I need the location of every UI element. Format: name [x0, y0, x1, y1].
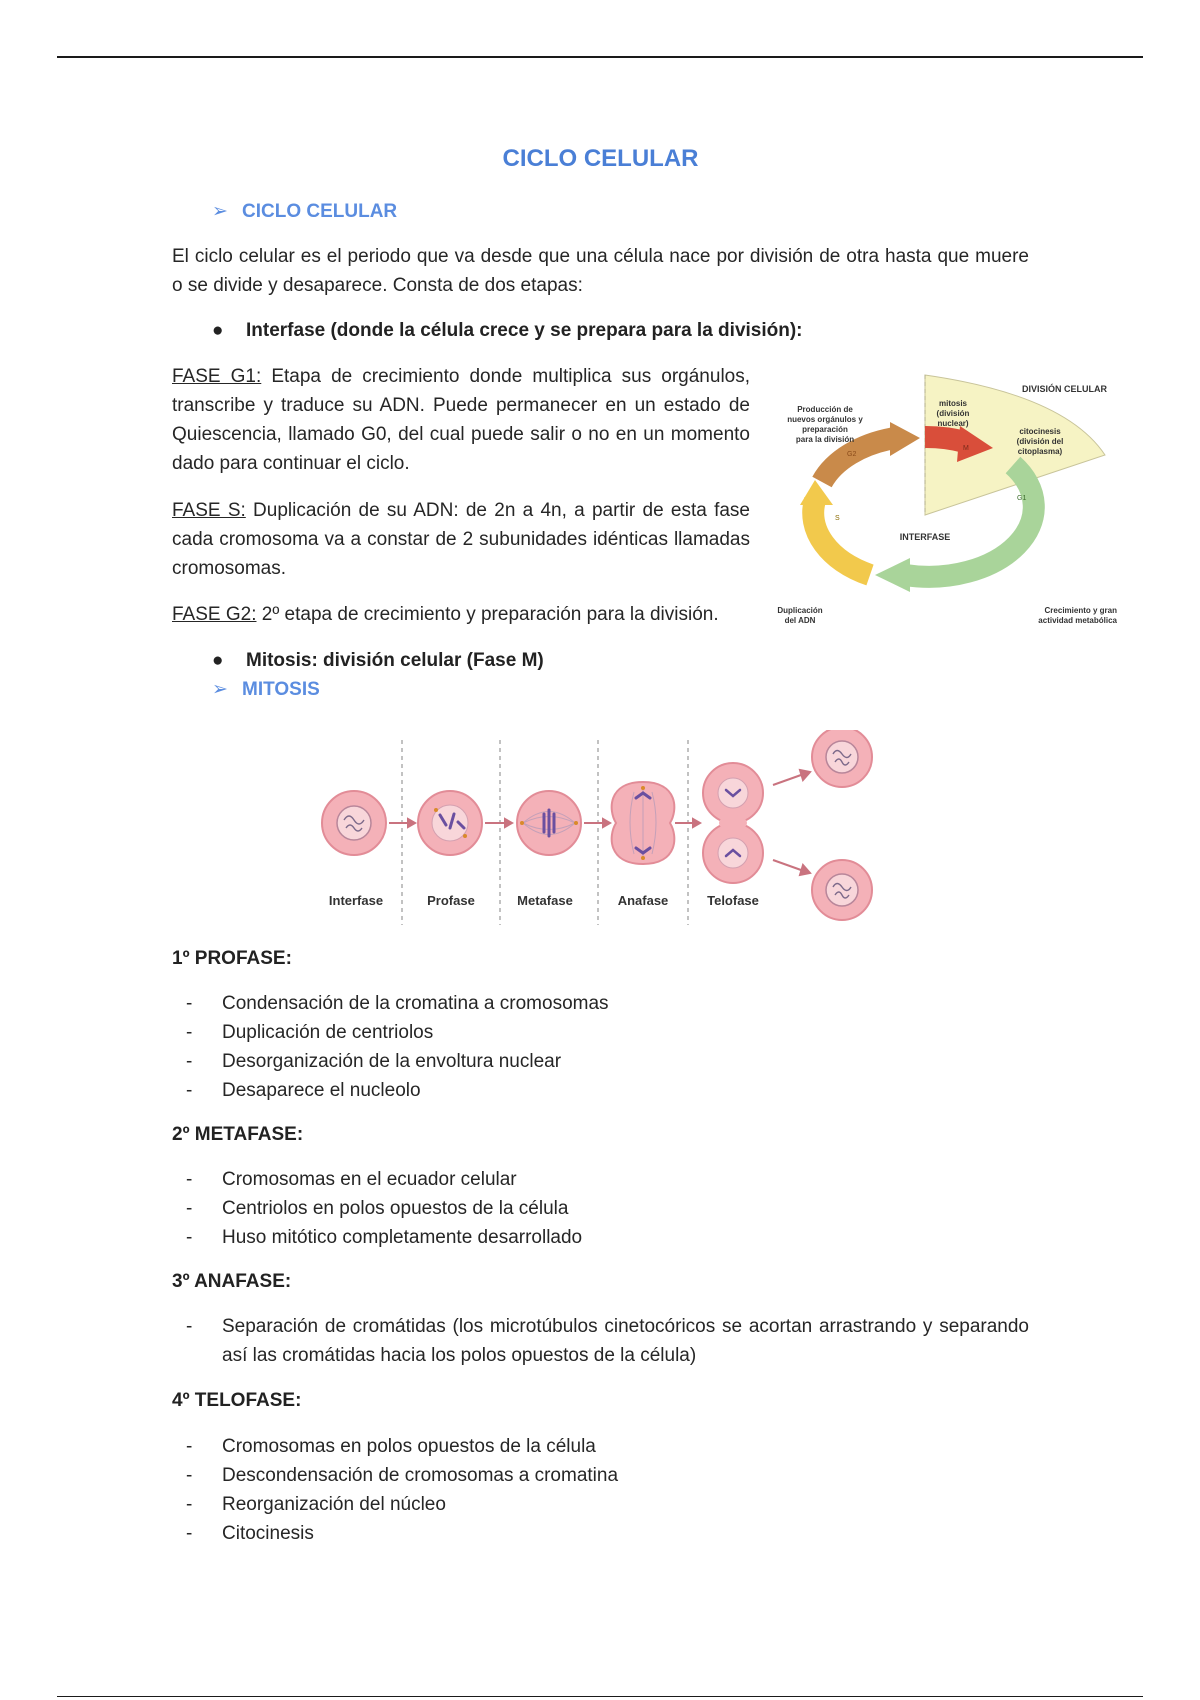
s-tag: S: [835, 515, 840, 522]
stage-label-metafase: Metafase: [517, 893, 573, 908]
bullet-dot-icon: ●: [212, 650, 224, 671]
list-item: - Cromosomas en el ecuador celular: [186, 1169, 517, 1190]
stage-label-interfase: Interfase: [328, 893, 384, 908]
citocinesis-label-1: (división del: [1016, 437, 1064, 446]
produccion-label-0: Producción de: [797, 405, 853, 414]
section-heading-ciclo: ➢ CICLO CELULAR: [212, 197, 397, 226]
g1-paragraph: FASE G1: Etapa de crecimiento donde multiplica sus orgánulos, transcribe y traduce su ADN. Puede permanecer en un estado de Quiescencia, llamado G0, del cual puede salir o no en un momento dado para continuar el ciclo.: [172, 366, 751, 474]
page-title: CICLO CELULAR: [502, 145, 699, 172]
anafase-cell: [612, 782, 675, 864]
arrow-icon: [505, 819, 512, 827]
list-item: - Huso mitótico completamente desarrollado: [186, 1227, 583, 1248]
interfase-cell: [322, 791, 386, 855]
metafase-heading: 2º METAFASE:: [172, 1124, 304, 1145]
division-label: DIVISIÓN CELULAR: [1021, 384, 1107, 394]
daughter-cell-bottom: [812, 860, 872, 920]
interfase-label: INTERFASE: [899, 532, 951, 542]
arrow-icon: [603, 819, 610, 827]
interfase-bullet: ● Interfase (donde la célula crece y se prepara para la división):: [212, 316, 803, 345]
produccion-label-3: para la división: [795, 435, 855, 444]
g2-paragraph: FASE G2: 2º etapa de crecimiento y preparación para la división.: [172, 604, 719, 625]
arrow-icon: [800, 770, 810, 780]
profase-heading: 1º PROFASE:: [172, 948, 292, 969]
list-item: - Condensación de la cromatina a cromosomas: [186, 993, 609, 1014]
produccion-label-1: nuevos orgánulos y: [787, 415, 863, 424]
g1-tag: G1: [1017, 495, 1027, 502]
mitosis-label-2: nuclear): [937, 419, 969, 428]
arrow-icon: [773, 775, 801, 785]
citocinesis-label-2: citoplasma): [1017, 447, 1063, 456]
list-item: - Separación de cromátidas (los microtúbulos cinetocóricos se acortan arrastrando y separando así las cromátidas hacia los polos opuestos de la célula): [186, 1316, 1029, 1366]
list-item: - Centriolos en polos opuestos de la célula: [186, 1198, 569, 1219]
bottom-rule: [57, 1696, 1143, 1697]
list-item: - Citocinesis: [186, 1523, 314, 1544]
telofase-heading: 4º TELOFASE:: [172, 1390, 302, 1411]
produccion-label-2: preparación: [802, 425, 848, 434]
duplicacion-label-0: Duplicación: [777, 606, 823, 615]
top-rule: [57, 56, 1143, 58]
crecimiento-label-0: Crecimiento y gran: [1044, 606, 1117, 615]
mitosis-bullet: ● Mitosis: división celular (Fase M): [212, 646, 544, 675]
stage-label-anafase: Anafase: [617, 893, 669, 908]
g2-tag: G2: [847, 451, 857, 458]
section-heading-mitosis: ➢ MITOSIS: [212, 675, 320, 704]
telofase-cell: [703, 763, 763, 883]
s-arc: [813, 500, 870, 575]
intro-paragraph: El ciclo celular es el periodo que va desde que una célula nace por división de otra hasta que muere o se divide y desaparece. Consta de dos etapas:: [172, 246, 1029, 296]
arrow-icon: [693, 819, 700, 827]
list-item: - Duplicación de centriolos: [186, 1022, 434, 1043]
bullet-dot-icon: ●: [212, 320, 224, 341]
metafase-list: [172, 1165, 1029, 1252]
list-item: - Reorganización del núcleo: [186, 1494, 446, 1515]
duplicacion-label-1: del ADN: [784, 616, 816, 625]
g2-arrowhead: [890, 422, 920, 456]
arrow-bullet-icon: ➢: [212, 679, 228, 700]
cell-cycle-diagram: [765, 370, 1125, 630]
stage-label-telofase: Telofase: [707, 893, 759, 908]
list-item: - Desaparece el nucleolo: [186, 1080, 421, 1101]
stage-label-profase: Profase: [427, 893, 475, 908]
crecimiento-label-1: actividad metabólica: [1038, 616, 1117, 625]
arrow-icon: [773, 860, 801, 870]
list-item: - Descondensación de cromosomas a cromatina: [186, 1465, 619, 1486]
anafase-heading: 3º ANAFASE:: [172, 1271, 292, 1292]
g1-arrowhead: [875, 558, 910, 592]
arrow-icon: [800, 865, 810, 875]
s-paragraph: FASE S: Duplicación de su ADN: de 2n a 4n, a partir de esta fase cada cromosoma va a constar de 2 subunidades idénticas llamadas cromosomas.: [172, 500, 751, 579]
profase-list: [172, 989, 1029, 1105]
telofase-list: [172, 1432, 1029, 1548]
metafase-cell: [517, 791, 581, 855]
m-tag: M: [963, 445, 969, 452]
arrow-icon: [408, 819, 415, 827]
mitosis-label-0: mitosis: [938, 399, 968, 408]
profase-cell: [418, 791, 482, 855]
list-item: - Cromosomas en polos opuestos de la célula: [186, 1436, 596, 1457]
citocinesis-label-0: citocinesis: [1019, 427, 1061, 436]
anafase-list: [172, 1312, 1029, 1370]
daughter-cell-top: [812, 730, 872, 787]
mitosis-label-1: (división: [936, 409, 970, 418]
g2-arc: [822, 438, 895, 482]
arrow-bullet-icon: ➢: [212, 201, 228, 222]
list-item: - Desorganización de la envoltura nuclear: [186, 1051, 562, 1072]
mitosis-diagram: [318, 730, 888, 930]
